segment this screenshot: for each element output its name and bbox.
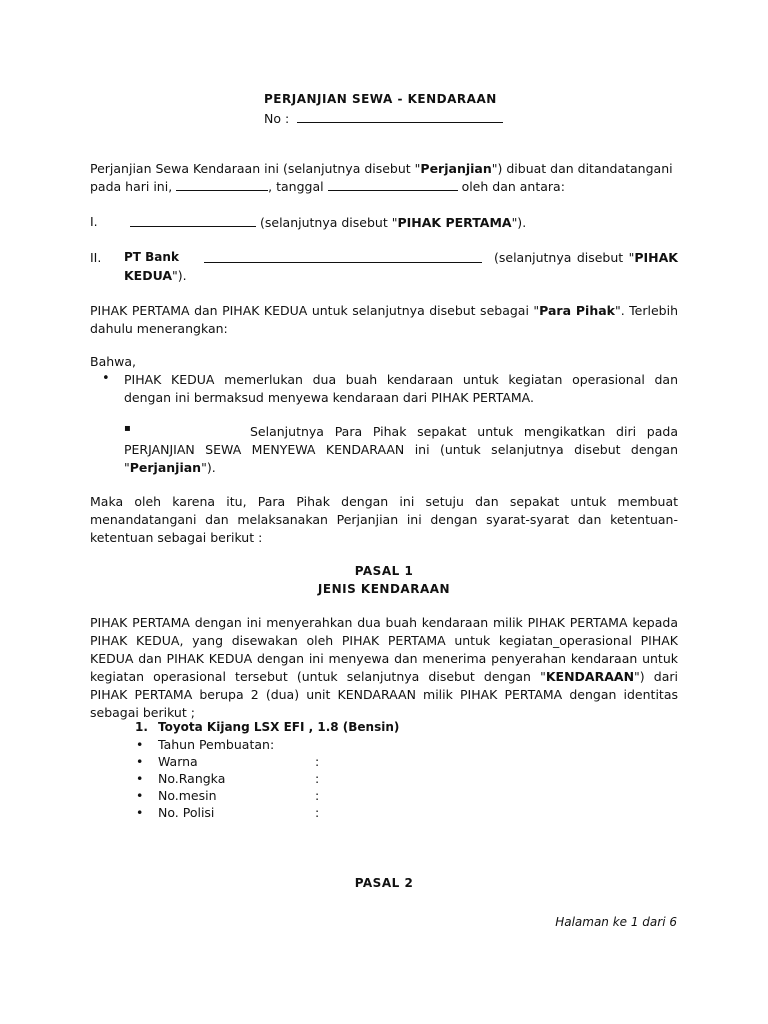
pasal-1-body-text: PIHAK PERTAMA dengan ini menyerahkan dua buah kendaraan milik PIHAK PERTAMA kepada PIHAK KEDUA, yang disewakan oleh PIHAK PERTAMA untuk kegiatan_operasional PIHAK KEDUA dan PIHAK KEDUA dengan ini menyewa dan menerima penyerahan kendaraan untuk kegiatan operasional tersebut (untuk selanjutnya disebut dengan " (90, 615, 678, 684)
party-second-text-b: "). (172, 268, 187, 283)
vehicle-field-sep: : (315, 754, 320, 769)
party-first-text: (selanjutnya disebut " (259, 215, 398, 230)
party-second-blank (204, 250, 482, 263)
recital-item-2-text: Selanjutnya Para Pihak sepakat untuk mengikatkan diri pada PERJANJIAN SEWA MENYEWA KENDARAAN ini (untuk selanjutnya disebut dengan " (124, 424, 678, 475)
party-first-numeral: I. (90, 214, 98, 229)
preamble-parties-text: oleh dan antara: (461, 179, 565, 194)
party-second-blank-wrap (204, 250, 482, 266)
pasal-1-subheading: JENIS KENDARAAN (317, 582, 451, 596)
vehicle-field-label: Warna (158, 754, 198, 769)
document-number (264, 110, 503, 126)
para-pihak-text-2: ". Terlebih dahulu menerangkan: (90, 303, 679, 336)
party-first-blank (130, 214, 256, 227)
para-pihak-paragraph (90, 302, 678, 338)
party-second-numeral: II. (90, 250, 102, 265)
recital-item-2-text-2: "). (201, 460, 216, 475)
recital-item-1: PIHAK KEDUA memerlukan dua buah kendaraan untuk kegiatan operasional dan dengan ini bermaksud menyewa kendaraan dari PIHAK PERTAMA. (124, 372, 678, 405)
preamble-text-2: ") dibuat dan ditandatangani (491, 161, 673, 176)
closing-paragraph: Maka oleh karena itu, Para Pihak dengan ini setuju dan sepakat untuk membuat menandatangani dan melaksanakan Perjanjian ini dengan syarat-syarat dan ketentuan-ketentuan sebagai berikut : (90, 494, 678, 545)
pasal-1-body (90, 614, 678, 722)
vehicle-field-sep: : (315, 788, 320, 803)
vehicle-field-bullet: • (136, 788, 144, 803)
vehicle-field-sep: : (270, 737, 275, 752)
party-second-text (494, 250, 678, 265)
party-second-term-2: KEDUA (124, 268, 173, 283)
recital-item-2-term: Perjanjian (129, 460, 202, 475)
preamble-term: Perjanjian (420, 161, 492, 176)
vehicle-field-sep: : (315, 771, 320, 786)
preamble-date-label: pada hari ini, (90, 179, 173, 194)
recital-item-2 (124, 423, 678, 477)
number-label: No : (264, 111, 290, 126)
vehicle-field-bullet: • (136, 805, 144, 820)
vehicle-name: Toyota Kijang LSX EFI , 1.8 (Bensin) (158, 720, 400, 734)
party-second-name: PT Bank (124, 250, 179, 264)
party-first-term: PIHAK PERTAMA (397, 215, 512, 230)
preamble (90, 160, 678, 196)
para-pihak-text: PIHAK PERTAMA dan PIHAK KEDUA untuk selanjutnya disebut sebagai " (90, 303, 540, 318)
date-blank (328, 178, 458, 191)
vehicle-field-label: No. Polisi (158, 805, 215, 820)
vehicle-number: 1. (135, 720, 148, 734)
party-second-line2 (124, 268, 187, 283)
preamble-text: Perjanjian Sewa Kendaraan ini (selanjutnya disebut " (90, 161, 421, 176)
party-first-text-2: "). (511, 215, 527, 230)
party-first (130, 214, 526, 230)
vehicle-field-label: No.mesin (158, 788, 217, 803)
party-second-text-a: (selanjutnya disebut " (494, 250, 635, 265)
vehicle-field-label: Tahun Pembuatan (158, 737, 270, 752)
number-blank (297, 110, 503, 123)
vehicle-field-bullet: • (136, 754, 144, 769)
pasal-1-body-term: KENDARAAN (545, 669, 635, 684)
page-footer: Halaman ke 1 dari 6 (555, 915, 677, 929)
pasal-1-heading: PASAL 1 (354, 564, 414, 578)
vehicle-field-bullet: • (136, 737, 144, 752)
recital-bullet-2: ▪ (124, 423, 131, 434)
para-pihak-term: Para Pihak (539, 303, 615, 318)
pasal-2-heading: PASAL 2 (354, 876, 414, 890)
document-title: PERJANJIAN SEWA - KENDARAAN (264, 92, 497, 106)
vehicle-field-bullet: • (136, 771, 144, 786)
recitals-intro: Bahwa, (90, 354, 137, 369)
vehicle-field-label: No.Rangka (158, 771, 226, 786)
day-blank (176, 178, 268, 191)
recital-bullet-1: • (102, 371, 110, 386)
preamble-date-text: , tanggal (268, 179, 324, 194)
pasal-1-body-text-2: ") dari PIHAK PERTAMA berupa 2 (dua) unit KENDARAAN milik PIHAK PERTAMA dengan identitas sebagai berikut ; (90, 669, 678, 720)
vehicle-field-sep: : (315, 805, 320, 820)
party-second-term: PIHAK (634, 250, 678, 265)
